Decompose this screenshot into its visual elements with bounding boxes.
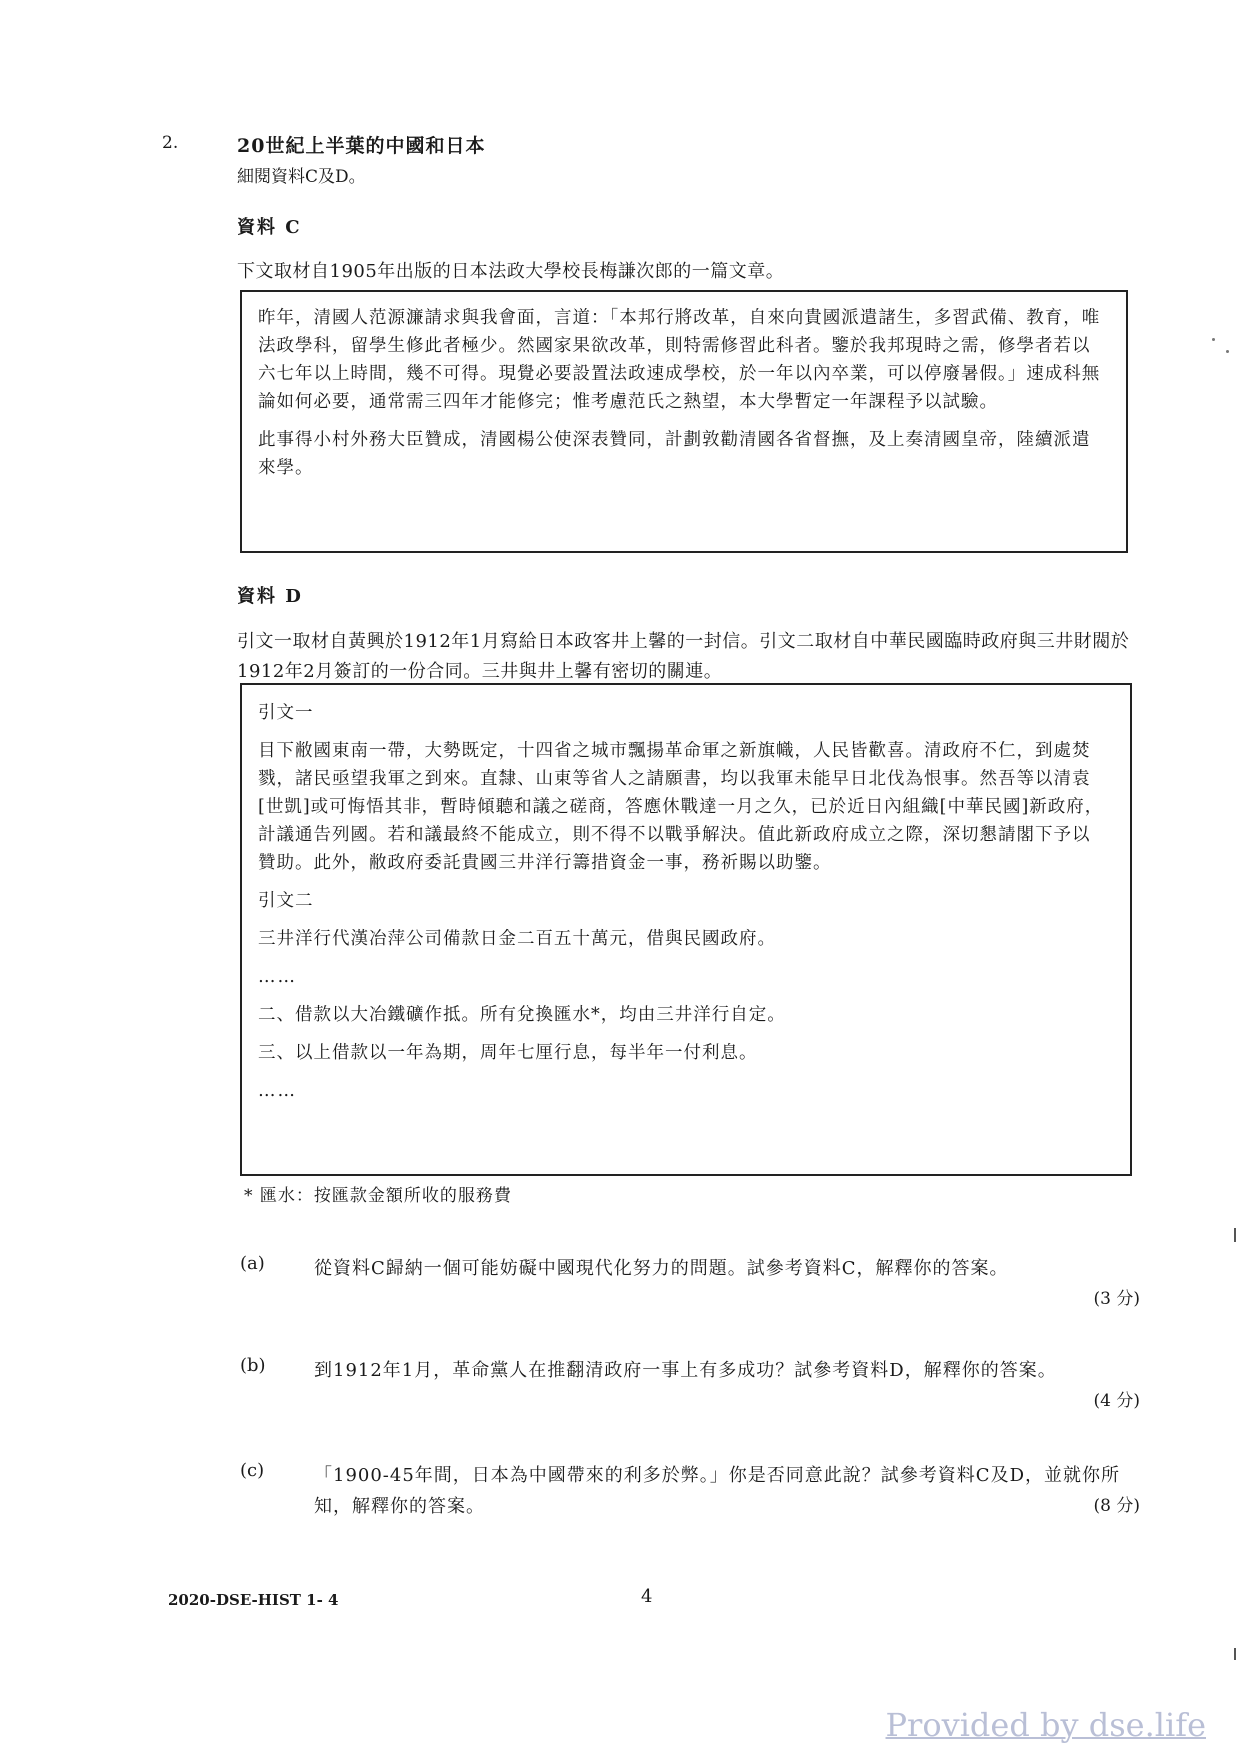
subquestion-c (240, 1460, 1140, 1524)
source-c-heading: 資料 C (237, 217, 302, 238)
extract-2-ellipsis: …… (258, 1081, 297, 1101)
scan-edge-mark (1234, 1648, 1236, 1660)
subquestion-label: (c) (240, 1460, 265, 1481)
subquestion-b (240, 1355, 1140, 1419)
source-d-intro: 引文一取材自黃興於1912年1月寫給日本政客井上馨的一封信。引文二取材自中華民國臨時政府與三井財閥於1912年2月簽訂的一份合同。三井與井上馨有密切的關連。 (237, 631, 1130, 682)
subquestion-marks: (3 分) (1093, 1289, 1140, 1309)
subquestion-text: 「1900-45年間，日本為中國帶來的利多於弊。」你是否同意此說？試參考資料C及D，並就你所知，解釋你的答案。 (314, 1465, 1120, 1517)
source-c-box (240, 290, 1128, 553)
extract-1-text: 目下敝國東南一帶，大勢既定，十四省之城市飄揚革命軍之新旗幟，人民皆歡喜。清政府不仁，到處焚戮，諸民亟望我軍之到來。直隸、山東等省人之請願書，均以我軍未能早日北伐為恨事。然吾等以清袁[世凱]或可悔悟其非，暫時傾聽和議之磋商，答應休戰達一月之久，已於近日內組織[中華民國]新政府，計議通告列國。若和議最終不能成立，則不得不以戰爭解決。值此新政府成立之際，深切懇請閣下予以贊助。此外，敝政府委託貴國三井洋行籌措資金一事，務祈賜以助鑒。 (258, 741, 1104, 873)
subquestion-marks: (4 分) (1093, 1391, 1140, 1411)
subquestion-label: (a) (240, 1253, 265, 1274)
source-c-paragraph: 此事得小村外務大臣贊成，清國楊公使深表贊同，計劃敦勸清國各省督撫，及上奏清國皇帝，陸續派遣來學。 (258, 430, 1091, 478)
source-c-intro: 下文取材自1905年出版的日本法政大學校長梅謙次郎的一篇文章。 (237, 261, 785, 282)
extract-2-line: 二、借款以大冶鐵礦作抵。所有兌換匯水*，均由三井洋行自定。 (258, 1005, 786, 1025)
extract-1-label: 引文一 (258, 703, 314, 723)
extract-2-line: 三、以上借款以一年為期，周年七厘行息，每半年一付利息。 (258, 1043, 758, 1063)
subquestion-marks: (8 分) (1093, 1496, 1140, 1516)
source-d-box (240, 683, 1132, 1176)
source-d-heading: 資料 D (237, 586, 303, 607)
extract-2-line: 三井洋行代漢冶萍公司備款日金二百五十萬元，借與民國政府。 (258, 929, 776, 949)
question-instruction: 細閱資料C及D。 (237, 167, 366, 187)
subquestion-text: 從資料C歸納一個可能妨礙中國現代化努力的問題。試參考資料C，解釋你的答案。 (314, 1258, 1009, 1279)
extract-2-label: 引文二 (258, 891, 314, 911)
source-c-paragraph: 昨年，清國人范源濂請求與我會面，言道：「本邦行將改革，自來向貴國派遣諸生，多習武備、教育，唯法政學科，留學生修此者極少。然國家果欲改革，則特需修習此科者。鑒於我邦現時之需，修學者若以六七年以上時間，幾不可得。現覺必要設置法政速成學校，於一年以內卒業，可以停廢暑假。」速成科無論如何必要，通常需三四年才能修完；惟考慮范氏之熱望，本大學暫定一年課程予以試驗。 (258, 308, 1101, 412)
question-title: 20世紀上半葉的中國和日本 (237, 135, 486, 157)
source-d-footnote: * 匯水：按匯款金額所收的服務費 (244, 1186, 512, 1206)
question-number: 2. (162, 133, 179, 153)
subquestion-label: (b) (240, 1355, 266, 1376)
scan-speck (1226, 350, 1229, 353)
page-number: 4 (641, 1586, 653, 1607)
scan-edge-mark (1234, 1228, 1236, 1242)
extract-2-ellipsis: …… (258, 967, 297, 987)
subquestion-text: 到1912年1月，革命黨人在推翻清政府一事上有多成功？試參考資料D，解釋你的答案。 (314, 1360, 1057, 1381)
subquestion-a (240, 1253, 1140, 1317)
watermark-link[interactable]: Provided by dse.life (885, 1706, 1206, 1744)
scan-speck (1212, 338, 1215, 341)
paper-code: 2020-DSE-HIST 1- 4 (168, 1591, 339, 1609)
